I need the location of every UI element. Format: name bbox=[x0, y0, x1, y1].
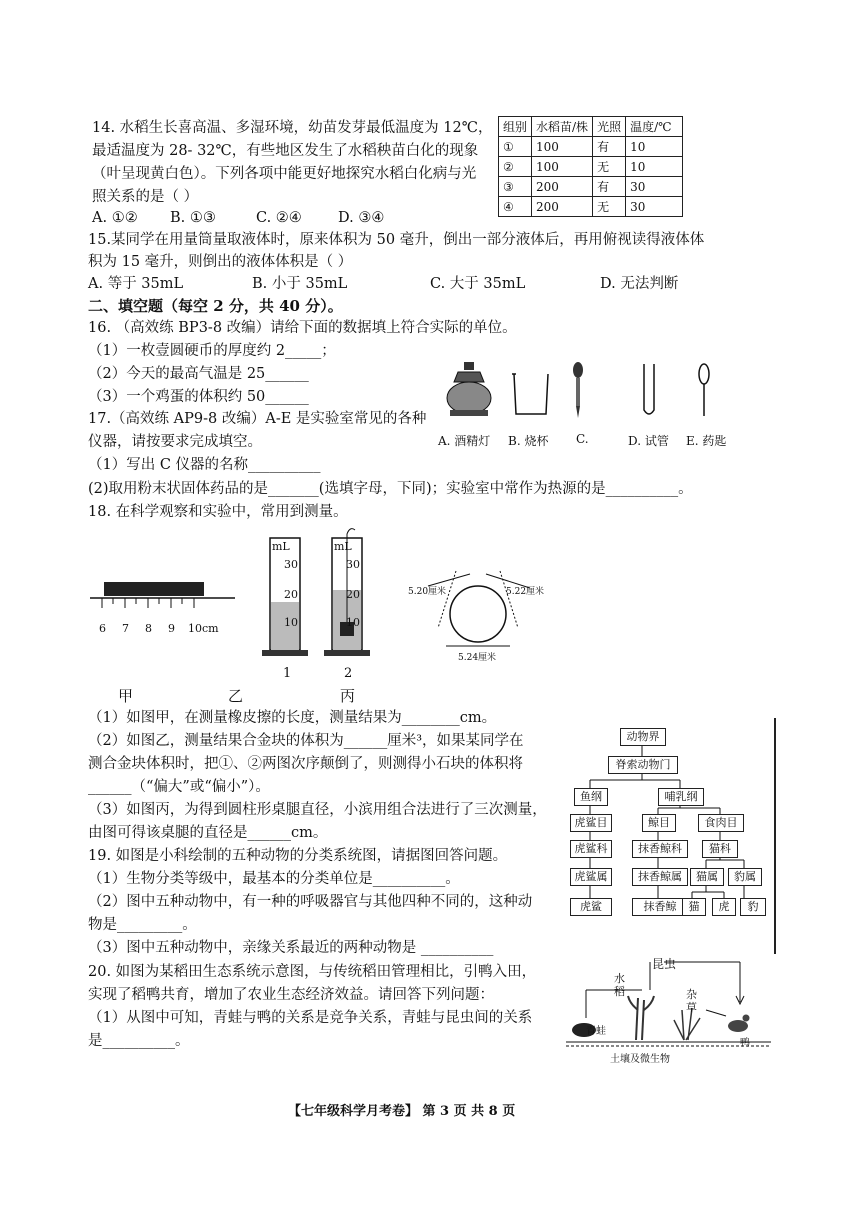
lab-instruments-figure bbox=[436, 360, 736, 430]
circle-label: 5.20厘米 bbox=[408, 587, 447, 597]
test-tube-icon bbox=[644, 364, 654, 414]
q14-option-c: C. ②④ bbox=[256, 210, 302, 226]
table-cell: ② bbox=[499, 157, 532, 177]
q14-line4: 照关系的是（ ） bbox=[92, 189, 199, 205]
table-cell: 100 bbox=[532, 137, 593, 157]
tree-node-family: 虎鲨科 bbox=[570, 840, 612, 858]
table-cell: ④ bbox=[499, 197, 532, 217]
tree-node-genus: 猫属 bbox=[690, 868, 724, 886]
q18-item1: （1）如图甲，在测量橡皮擦的长度，测量结果为________cm。 bbox=[88, 710, 497, 726]
table-cell: 30 bbox=[626, 197, 683, 217]
table-cell: 200 bbox=[532, 177, 593, 197]
tree-node-class: 哺乳纲 bbox=[658, 788, 704, 806]
tree-node-family: 抹香鲸科 bbox=[632, 840, 688, 858]
q18-item2c: ______（“偏大”或“偏小”）。 bbox=[88, 779, 270, 795]
rice-icon bbox=[628, 996, 654, 1040]
label-b: B. 烧杯 bbox=[508, 434, 549, 448]
tree-node-genus: 虎鲨属 bbox=[570, 868, 612, 886]
q15-option-a: A. 等于 35mL bbox=[88, 276, 184, 292]
q16-item2: （2）今天的最高气温是 25______ bbox=[88, 366, 309, 382]
q15-option-b: B. 小于 35mL bbox=[252, 276, 348, 292]
q16-item1: （1）一枚壹圆硬币的厚度约 2_____； bbox=[88, 343, 336, 359]
eco-label-weed: 杂草 bbox=[686, 988, 697, 1014]
tree-node-species: 豹 bbox=[740, 898, 766, 916]
q14-line3: （叶呈现黄白色）。下列各项中能更好地探究水稻白化病与光 bbox=[92, 166, 477, 182]
q20-line1: 20. 如图为某稻田生态系统示意图，与传统稻田管理相比，引鸭入田， bbox=[88, 964, 537, 980]
table-header: 组别 bbox=[499, 117, 532, 137]
table-cell: 30 bbox=[626, 177, 683, 197]
circle-label: 5.24厘米 bbox=[458, 653, 497, 663]
ruler-tick-label: 9 bbox=[168, 622, 175, 635]
fig-label-yi: 乙 bbox=[228, 687, 244, 705]
label-d: D. 试管 bbox=[628, 434, 669, 448]
table-header: 温度/℃ bbox=[626, 117, 683, 137]
tree-node-phylum: 脊索动物门 bbox=[608, 756, 678, 774]
cylinder-unit: mL bbox=[334, 540, 352, 553]
q17-item1: （1）写出 C 仪器的名称__________ bbox=[88, 457, 321, 473]
q19-item2a: （2）图中五种动物中，有一种的呼吸器官与其他四种不同的，这种动 bbox=[88, 894, 533, 910]
q19-item2b: 物是_________。 bbox=[88, 917, 197, 933]
page-footer: 【七年级科学月考卷】 第 3 页 共 8 页 bbox=[288, 1104, 516, 1119]
q14-table bbox=[498, 116, 683, 217]
q14-option-d: D. ③④ bbox=[338, 210, 385, 226]
eco-label-rice: 水稻 bbox=[614, 972, 625, 998]
table-cell: 10 bbox=[626, 157, 683, 177]
ruler-tick-label: 7 bbox=[122, 622, 129, 635]
q20-line3: （1）从图中可知，青蛙与鸭的关系是竞争关系，青蛙与昆虫间的关系 bbox=[88, 1010, 533, 1026]
q19-item3: （3）图中五种动物中，亲缘关系最近的两种动物是 __________ bbox=[88, 940, 494, 956]
tree-node-species: 抹香鲸 bbox=[632, 898, 688, 916]
q18-item2b: 测合金块体积时，把①、②两图次序颠倒了，则测得小石块的体积将 bbox=[88, 756, 523, 772]
cylinder-label: 1 bbox=[283, 666, 292, 681]
cylinder-tick: 30 bbox=[284, 558, 298, 571]
tree-node-genus: 抹香鲸属 bbox=[632, 868, 688, 886]
table-cell: 有 bbox=[593, 177, 626, 197]
cylinder-tick: 10 bbox=[284, 616, 298, 629]
tree-node-order: 食肉目 bbox=[698, 814, 744, 832]
q17-line2: 仪器，请按要求完成填空。 bbox=[88, 434, 262, 450]
table-cell: 无 bbox=[593, 157, 626, 177]
ruler-figure bbox=[90, 582, 240, 618]
tree-border bbox=[774, 718, 776, 954]
label-e: E. 药匙 bbox=[686, 434, 727, 448]
tree-node-kingdom: 动物界 bbox=[620, 728, 666, 746]
alcohol-lamp-icon bbox=[447, 362, 491, 416]
fig-label-jia: 甲 bbox=[118, 687, 134, 705]
q16-intro: 16. （高效练 BP3-8 改编）请给下面的数据填上符合实际的单位。 bbox=[88, 320, 517, 336]
q15-option-d: D. 无法判断 bbox=[600, 276, 679, 292]
q19-intro: 19. 如图是小科绘制的五种动物的分类系统图，请据图回答问题。 bbox=[88, 848, 508, 864]
q20-line2: 实现了稻鸭共育，增加了农业生态经济效益。请回答下列问题： bbox=[88, 987, 494, 1003]
spatula-icon bbox=[699, 364, 709, 416]
cylinder-tick: 10 bbox=[346, 616, 360, 629]
ruler-tick-label: 10cm bbox=[188, 622, 219, 635]
circle-label: 5.22厘米 bbox=[506, 587, 545, 597]
table-cell: 有 bbox=[593, 137, 626, 157]
cylinder-unit: mL bbox=[272, 540, 290, 553]
tree-node-class: 鱼纲 bbox=[574, 788, 608, 806]
beaker-icon bbox=[512, 374, 548, 414]
section-title: 二、填空题（每空 2 分，共 40 分）。 bbox=[88, 297, 343, 315]
ruler-tick-label: 6 bbox=[99, 622, 106, 635]
q14-option-b: B. ①③ bbox=[170, 210, 216, 226]
q15-line1: 15.某同学在用量筒量取液体时，原来体积为 50 毫升，倒出一部分液体后，再用俯视读得液体体 bbox=[88, 232, 705, 248]
q14-line2: 最适温度为 28- 32℃，有些地区发生了水稻秧苗白化的现象 bbox=[92, 143, 479, 159]
table-cell: 无 bbox=[593, 197, 626, 217]
q18-intro: 18. 在科学观察和实验中，常用到测量。 bbox=[88, 504, 348, 520]
q18-item2a: （2）如图乙，测量结果合金块的体积为______厘米³，如果某同学在 bbox=[88, 733, 524, 749]
tree-node-species: 猫 bbox=[682, 898, 706, 916]
q19-item1: （1）生物分类等级中，最基本的分类单位是__________。 bbox=[88, 871, 460, 887]
ruler-tick-label: 8 bbox=[145, 622, 152, 635]
q14-option-a: A. ①② bbox=[92, 210, 138, 226]
tree-node-family: 猫科 bbox=[702, 840, 738, 858]
eco-label-duck: 鸭 bbox=[740, 1038, 750, 1049]
eco-label-soil: 土壤及微生物 bbox=[610, 1054, 670, 1065]
table-header: 水稻苗/株 bbox=[532, 117, 593, 137]
table-cell: 200 bbox=[532, 197, 593, 217]
fig-label-bing: 丙 bbox=[340, 687, 356, 705]
table-cell: 10 bbox=[626, 137, 683, 157]
eco-label-insect: 昆虫 bbox=[652, 957, 677, 971]
table-cell: ① bbox=[499, 137, 532, 157]
q17-item2: (2)取用粉末状固体药品的是_______(选填字母，下同)；实验室中常作为热源的是__________。 bbox=[88, 481, 693, 497]
tree-node-order: 鲸目 bbox=[642, 814, 676, 832]
eco-label-frog: 青蛙 bbox=[586, 1026, 606, 1037]
table-cell: 100 bbox=[532, 157, 593, 177]
q16-item3: （3）一个鸡蛋的体积约 50______ bbox=[88, 389, 309, 405]
q20-line4: 是__________。 bbox=[88, 1033, 190, 1049]
duck-icon bbox=[728, 1015, 750, 1033]
cylinder-tick: 30 bbox=[346, 558, 360, 571]
tree-node-species: 虎鲨 bbox=[570, 898, 612, 916]
label-c: C. bbox=[576, 432, 589, 446]
tree-node-species: 虎 bbox=[712, 898, 736, 916]
cylinder-label: 2 bbox=[344, 666, 353, 681]
dropper-icon bbox=[573, 362, 583, 418]
q15-option-c: C. 大于 35mL bbox=[430, 276, 526, 292]
q18-item3b: 由图可得该桌腿的直径是______cm。 bbox=[88, 825, 328, 841]
q14-line1: 14. 水稻生长喜高温、多湿环境，幼苗发芽最低温度为 12℃， bbox=[92, 120, 493, 136]
tree-node-order: 虎鲨目 bbox=[570, 814, 612, 832]
cylinder-tick: 20 bbox=[284, 588, 298, 601]
table-header: 光照 bbox=[593, 117, 626, 137]
q15-line2: 积为 15 毫升，则倒出的液体体积是（ ） bbox=[88, 254, 353, 270]
q17-line1: 17.（高效练 AP9-8 改编）A-E 是实验室常见的各种 bbox=[88, 411, 427, 427]
table-cell: ③ bbox=[499, 177, 532, 197]
q18-item3a: （3）如图丙，为得到圆柱形桌腿直径，小滨用组合法进行了三次测量， bbox=[88, 802, 547, 818]
label-a: A. 酒精灯 bbox=[438, 434, 491, 448]
cylinder-tick: 20 bbox=[346, 588, 360, 601]
tree-node-genus: 豹属 bbox=[728, 868, 762, 886]
